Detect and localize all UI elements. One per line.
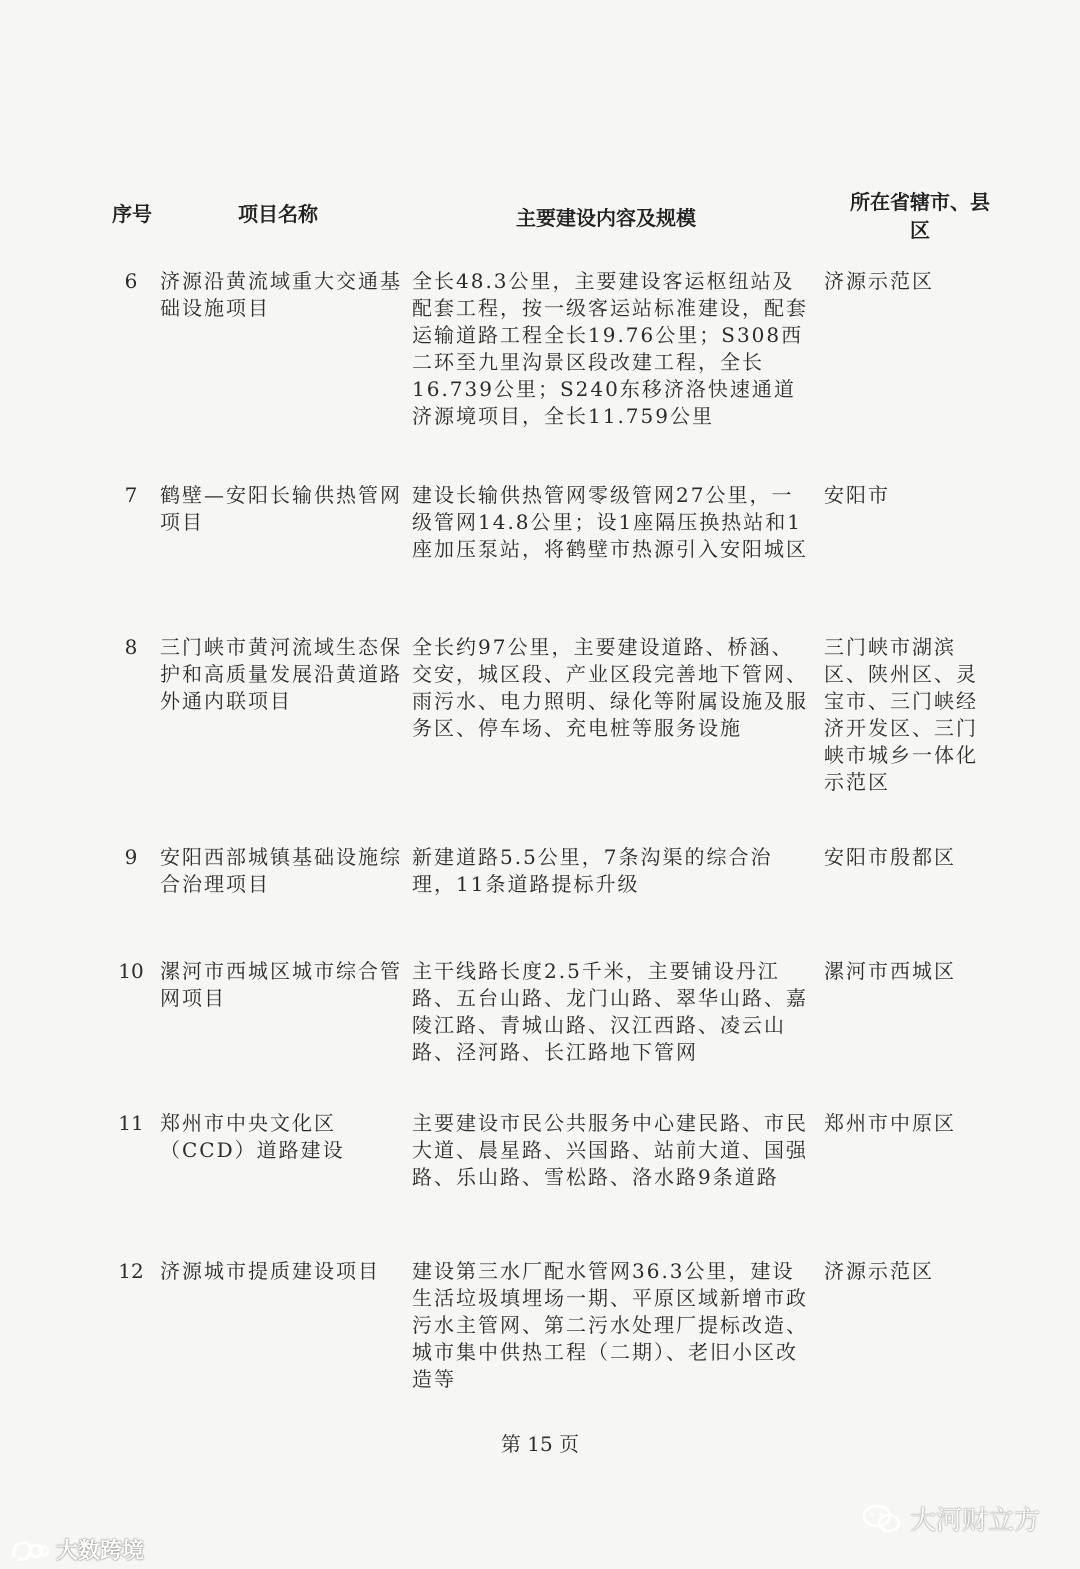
row-seq: 8 xyxy=(124,635,138,659)
row-content: 新建道路5.5公里，7条沟渠的综合治理，11条道路提标升级 xyxy=(412,845,773,896)
row-location: 三门峡市湖滨区、陕州区、灵宝市、三门峡经济开发区、三门峡市城乡一体化示范区 xyxy=(824,635,978,794)
row-seq: 11 xyxy=(118,1111,144,1135)
watermark-right xyxy=(862,1500,1040,1537)
row-seq: 12 xyxy=(118,1259,144,1283)
row-location: 漯河市西城区 xyxy=(824,959,956,983)
row-location: 济源示范区 xyxy=(824,269,934,293)
row-seq: 6 xyxy=(124,269,138,293)
header-name: 项目名称 xyxy=(238,202,318,226)
row-name: 漯河市西城区城市综合管网项目 xyxy=(160,959,402,1010)
row-name: 济源沿黄流域重大交通基础设施项目 xyxy=(160,269,402,320)
header-content: 主要建设内容及规模 xyxy=(516,206,696,230)
row-seq: 9 xyxy=(124,845,138,869)
row-location: 安阳市 xyxy=(824,483,890,507)
watermark-right-text: 大河财立方 xyxy=(910,1506,1041,1536)
header-location: 所在省辖市、县区 xyxy=(850,190,990,242)
row-name: 郑州市中央文化区（CCD）道路建设 xyxy=(160,1111,345,1162)
page-number: 第 15 页 xyxy=(500,1432,580,1456)
row-seq: 7 xyxy=(124,483,138,507)
row-content: 建设长输供热管网零级管网27公里，一级管网14.8公里；设1座隔压换热站和1座加压泵站，将鹤壁市热源引入安阳城区 xyxy=(412,483,808,561)
row-name: 济源城市提质建设项目 xyxy=(160,1259,380,1283)
row-location: 济源示范区 xyxy=(824,1259,934,1283)
row-location: 郑州市中原区 xyxy=(824,1111,956,1135)
row-location: 安阳市殷都区 xyxy=(824,845,956,869)
watermark-left-text: 大数跨境 xyxy=(56,1539,145,1564)
header-seq: 序号 xyxy=(112,202,152,226)
row-content: 全长48.3公里，主要建设客运枢纽站及配套工程，按一级客运站标准建设，配套运输道路工程全长19.76公里；S308西二环至九里沟景区段改建工程，全长16.739公里；S240东移济洛快速通道济源境项目，全长11.759公里 xyxy=(412,269,808,428)
row-name: 安阳西部城镇基础设施综合治理项目 xyxy=(160,845,402,896)
row-content: 主要建设市民公共服务中心建民路、市民大道、晨星路、兴国路、站前大道、国强路、乐山路、雪松路、洛水路9条道路 xyxy=(412,1111,808,1189)
brand-logo-icon xyxy=(10,1537,50,1563)
wechat-icon xyxy=(862,1502,902,1536)
row-name: 鹤壁—安阳长输供热管网项目 xyxy=(160,483,402,534)
row-content: 全长约97公里，主要建设道路、桥涵、交安，城区段、产业区段完善地下管网、雨污水、电力照明、绿化等附属设施及服务区、停车场、充电桩等服务设施 xyxy=(412,635,808,740)
row-name: 三门峡市黄河流域生态保护和高质量发展沿黄道路外通内联项目 xyxy=(160,635,402,713)
watermark-left xyxy=(10,1534,144,1565)
row-seq: 10 xyxy=(118,959,144,983)
row-content: 主干线路长度2.5千米，主要铺设丹江路、五台山路、龙门山路、翠华山路、嘉陵江路、青城山路、汉江西路、凌云山路、泾河路、长江路地下管网 xyxy=(412,959,808,1064)
row-content: 建设第三水厂配水管网36.3公里，建设生活垃圾填埋场一期、平原区域新增市政污水主管网、第二污水处理厂提标改造、城市集中供热工程（二期）、老旧小区改造等 xyxy=(412,1259,808,1391)
